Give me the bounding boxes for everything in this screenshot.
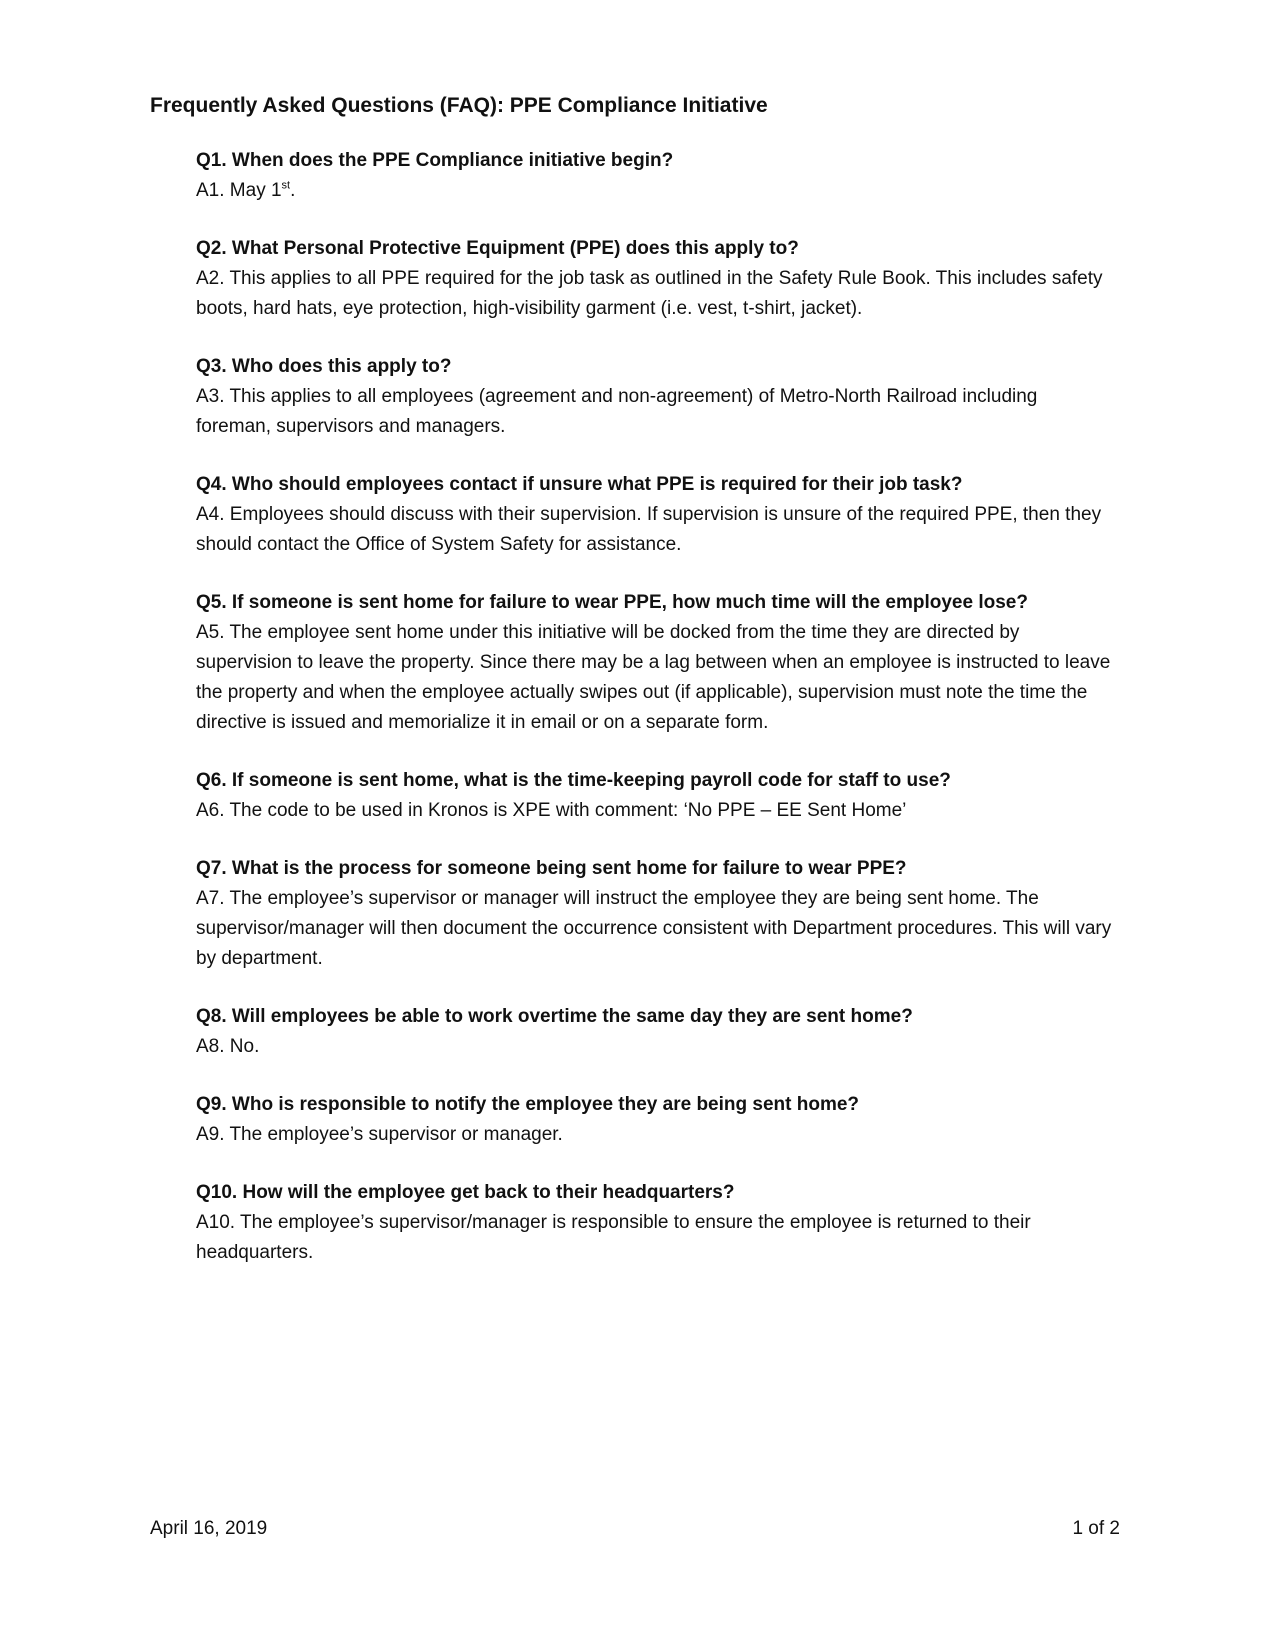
answer: A10. The employee’s supervisor/manager is responsible to ensure the employee is returned to their headquarters. bbox=[196, 1212, 1031, 1263]
question: Q2. What Personal Protective Equipment (PPE) does this apply to? bbox=[196, 238, 799, 259]
answer: A8. No. bbox=[196, 1036, 260, 1057]
page-title: Frequently Asked Questions (FAQ): PPE Compliance Initiative bbox=[150, 94, 768, 117]
answer: A5. The employee sent home under this initiative will be docked from the time they are directed by supervision to leave the property. Since there may be a lag between when an employee is instructed to leave the property and when the employee actually swipes out (if applicable), supervision must note the time the directive is issued and memorialize it in email or on a separate form. bbox=[196, 622, 1111, 733]
faq-item bbox=[196, 234, 1116, 324]
answer: A9. The employee’s supervisor or manager. bbox=[196, 1124, 563, 1145]
page-number: 1 of 2 bbox=[1072, 1518, 1120, 1539]
question: Q10. How will the employee get back to their headquarters? bbox=[196, 1182, 735, 1203]
question: Q9. Who is responsible to notify the employee they are being sent home? bbox=[196, 1094, 860, 1115]
faq-item bbox=[196, 352, 1116, 442]
faq-item bbox=[196, 470, 1116, 560]
question: Q5. If someone is sent home for failure to wear PPE, how much time will the employee lose? bbox=[196, 592, 1028, 613]
question: Q1. When does the PPE Compliance initiative begin? bbox=[196, 150, 674, 171]
faq-item bbox=[196, 766, 1116, 826]
answer: A2. This applies to all PPE required for the job task as outlined in the Safety Rule Book. This includes safety boots, hard hats, eye protection, high-visibility garment (i.e. vest, t-shirt, jacket). bbox=[196, 268, 1103, 319]
faq-item bbox=[196, 588, 1116, 738]
answer-text: A1. May 1 bbox=[196, 180, 282, 201]
question: Q8. Will employees be able to work overtime the same day they are sent home? bbox=[196, 1006, 913, 1027]
question: Q6. If someone is sent home, what is the time-keeping payroll code for staff to use? bbox=[196, 770, 951, 791]
answer: A3. This applies to all employees (agreement and non-agreement) of Metro-North Railroad including foreman, supervisors and managers. bbox=[196, 386, 1038, 437]
faq-item bbox=[196, 1090, 1116, 1150]
question: Q7. What is the process for someone being sent home for failure to wear PPE? bbox=[196, 858, 907, 879]
faq-item bbox=[196, 146, 1116, 206]
ordinal-suffix: st bbox=[281, 179, 291, 192]
answer-punctuation: . bbox=[290, 180, 296, 201]
faq-list bbox=[196, 146, 1116, 1296]
footer-date: April 16, 2019 bbox=[150, 1518, 268, 1539]
answer bbox=[196, 176, 1116, 206]
faq-item bbox=[196, 1178, 1116, 1268]
answer: A6. The code to be used in Kronos is XPE with comment: ‘No PPE – EE Sent Home’ bbox=[196, 800, 907, 821]
answer: A7. The employee’s supervisor or manager will instruct the employee they are being sent home. The supervisor/manager will then document the occurrence consistent with Department procedures. This will vary by department. bbox=[196, 888, 1112, 969]
question: Q4. Who should employees contact if unsure what PPE is required for their job task? bbox=[196, 474, 963, 495]
faq-item bbox=[196, 854, 1116, 974]
answer: A4. Employees should discuss with their supervision. If supervision is unsure of the required PPE, then they should contact the Office of System Safety for assistance. bbox=[196, 504, 1102, 555]
faq-item bbox=[196, 1002, 1116, 1062]
question: Q3. Who does this apply to? bbox=[196, 356, 452, 377]
